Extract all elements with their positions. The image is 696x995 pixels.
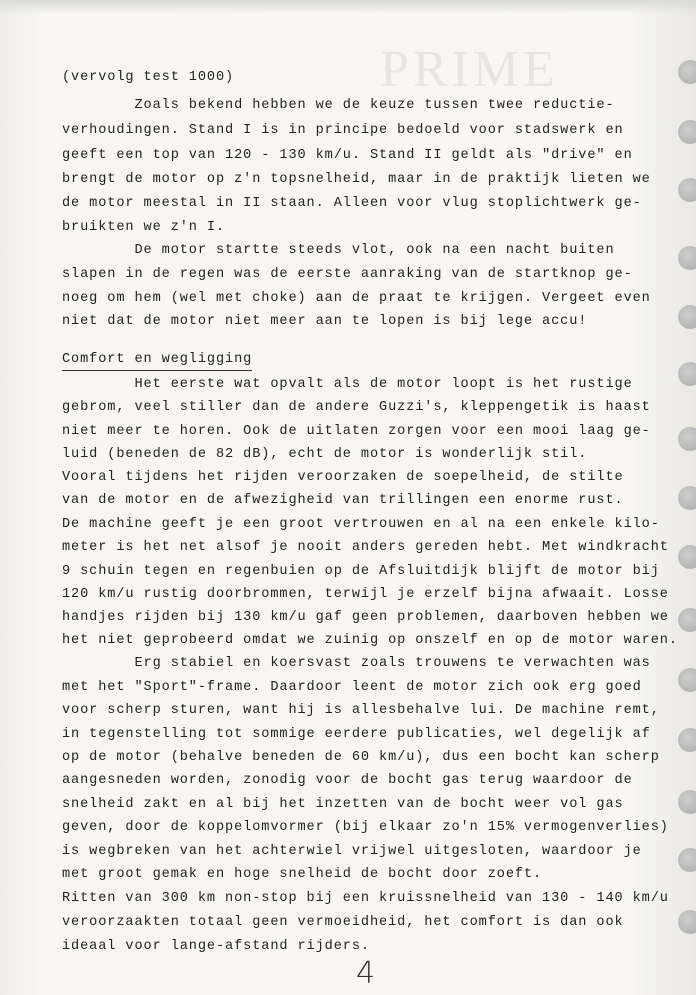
- binder-hole: [678, 305, 696, 329]
- binder-hole: [678, 608, 696, 632]
- binder-hole: [678, 790, 696, 814]
- text-line: aangesneden worden, zonodig voor de bocht gas terug waardoor de: [62, 773, 633, 788]
- text-line: voor scherp sturen, want hij is allesbehalve lui. De machine remt,: [62, 703, 660, 718]
- text-line: niet meer te horen. Ook de uitlaten zorgen voor een mooi laag ge-: [62, 424, 651, 439]
- text-line: geven, door de koppelomvormer (bij elkaar zo'n 15% vermogenverlies): [62, 820, 669, 835]
- text-line: verhoudingen. Stand I is in principe bedoeld voor stadswerk en: [62, 123, 624, 138]
- text-line: geeft een top van 120 - 130 km/u. Stand II geldt als "drive" en: [62, 148, 633, 163]
- text-line: De motor startte steeds vlot, ook na een nacht buiten: [62, 243, 615, 258]
- binder-hole: [678, 120, 696, 144]
- text-line: niet dat de motor niet meer aan te lopen is bij lege accu!: [62, 314, 588, 329]
- text-line: de motor meestal in II staan. Alleen voor vlug stoplichtwerk ge-: [62, 196, 642, 211]
- text-line: 120 km/u rustig doorbrommen, terwijl je erzelf bijna afwaait. Losse: [62, 587, 669, 602]
- text-line: Vooral tijdens het rijden veroorzaken de soepelheid, de stilte: [62, 470, 624, 485]
- text-line: is wegbreken van het achterwiel vrijwel uitgesloten, waardoor je: [62, 844, 642, 859]
- text-line: op de motor (behalve beneden de 60 km/u), dus een bocht kan scherp: [62, 750, 660, 765]
- binder-hole: [678, 728, 696, 752]
- text-line: Erg stabiel en koersvast zoals trouwens te verwachten was: [62, 656, 651, 671]
- text-line: 9 schuin tegen en regenbuien op de Afsluitdijk blijft de motor bij: [62, 564, 660, 579]
- binder-hole: [678, 910, 696, 934]
- text-line: met het "Sport"-frame. Daardoor leent de motor zich ook erg goed: [62, 680, 642, 695]
- text-line: luid (beneden de 82 dB), echt de motor is wonderlijk stil.: [62, 447, 588, 462]
- binder-hole: [678, 362, 696, 386]
- binder-hole: [678, 60, 696, 84]
- binder-hole: [678, 668, 696, 692]
- text-line: in tegenstelling tot sommige eerdere publicaties, wel degelijk af: [62, 727, 651, 742]
- binder-holes: [666, 0, 696, 995]
- binder-hole: [678, 178, 696, 202]
- binder-hole: [678, 246, 696, 270]
- scan-top-shadow: [0, 0, 696, 14]
- text-line: Zoals bekend hebben we de keuze tussen twee reductie-: [62, 98, 615, 113]
- text-line: Ritten van 300 km non-stop bij een kruissnelheid van 130 - 140 km/u: [62, 891, 669, 906]
- binder-hole: [678, 427, 696, 451]
- text-line: het niet geprobeerd omdat we zuinig op onszelf en op de motor waren.: [62, 633, 678, 648]
- text-line: gebrom, veel stiller dan de andere Guzzi's, kleppengetik is haast: [62, 400, 651, 415]
- text-line: met groot gemak en hoge snelheid de bocht door zoeft.: [62, 867, 543, 882]
- binder-hole: [678, 848, 696, 872]
- text-line: ideaal voor lange-afstand rijders.: [62, 939, 370, 954]
- text-line: Het eerste wat opvalt als de motor loopt is het rustige: [62, 377, 633, 392]
- text-line: veroorzaakten totaal geen vermoeidheid, het comfort is dan ook: [62, 915, 624, 930]
- text-line: handjes rijden bij 130 km/u gaf geen problemen, daarboven hebben we: [62, 610, 669, 625]
- text-line: van de motor en de afwezigheid van trillingen een enorme rust.: [62, 493, 624, 508]
- section-heading: Comfort en wegligging: [62, 352, 252, 371]
- text-line-heading-continuation: (vervolg test 1000): [62, 70, 235, 85]
- text-line: slapen in de regen was de eerste aanraking van de startknop ge-: [62, 267, 633, 282]
- binder-hole: [678, 486, 696, 510]
- binder-hole: [678, 545, 696, 569]
- text-line: meter is het net alsof je nooit anders gereden hebt. Met windkracht: [62, 540, 669, 555]
- text-line: De machine geeft je een groot vertrouwen en al na een enkele kilo-: [62, 517, 660, 532]
- text-line: bruikten we z'n I.: [62, 220, 226, 235]
- text-line: noeg om hem (wel met choke) aan de praat te krijgen. Vergeet even: [62, 291, 651, 306]
- text-line: brengt de motor op z'n topsnelheid, maar in de praktijk lieten we: [62, 172, 651, 187]
- text-line: snelheid zakt en al bij het inzetten van de bocht weer vol gas: [62, 797, 624, 812]
- bleed-through-text: PRIME: [380, 41, 559, 98]
- page-number: 4: [356, 956, 376, 991]
